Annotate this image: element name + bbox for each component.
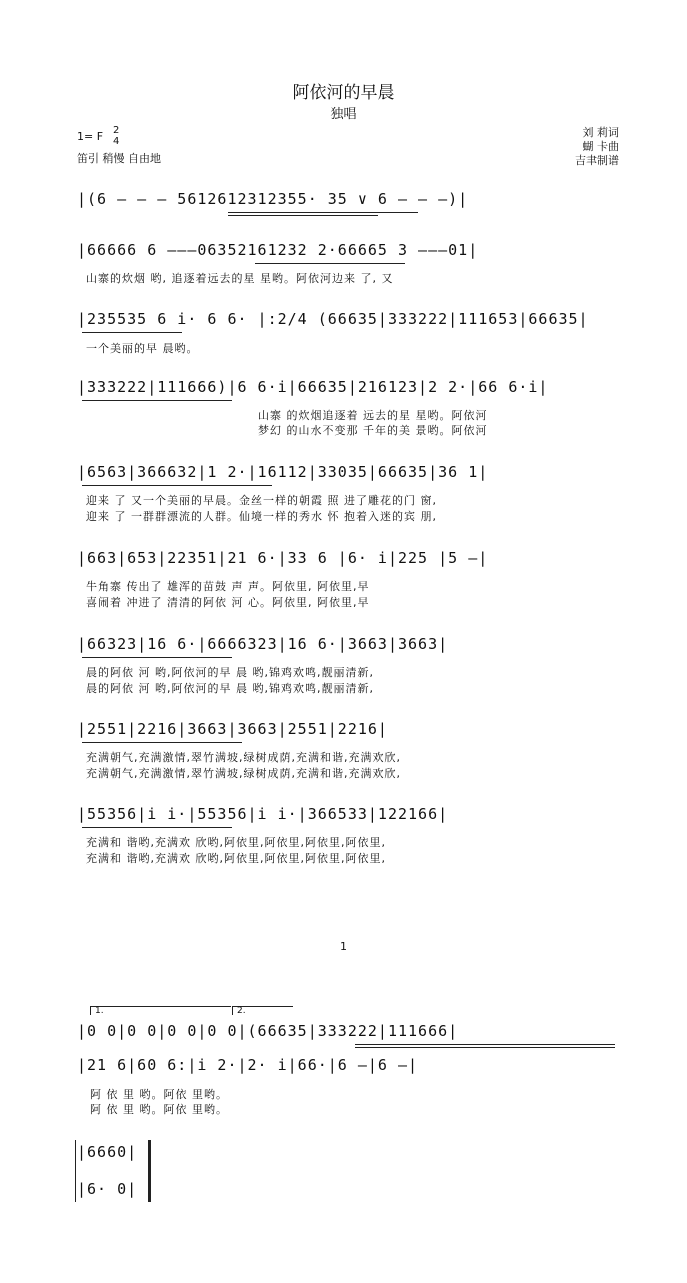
stave-7-lyrics-verse1: 晨的阿依 河 哟,阿依河的早 晨 哟,锦鸡欢鸣,靓丽清新, xyxy=(86,666,374,679)
song-subtitle: 独唱 xyxy=(330,107,357,122)
stave-6-notes: |663|653|22351|21 6·|33 6 |6· i|225 |5 —| xyxy=(77,549,489,567)
beam-line xyxy=(82,657,232,658)
beam-line xyxy=(228,215,378,216)
volta-1-label: 1. xyxy=(95,1006,104,1016)
stave-8-lyrics-verse1: 充满朝气,充满激情,翠竹满坡,绿树成荫,充满和谐,充满欢欣, xyxy=(86,751,401,764)
page2-lyrics-verse2: 阿 依 里 哟。阿依 里哟。 xyxy=(90,1103,228,1116)
stave-6-lyrics-verse1: 牛角寨 传出了 雄浑的苗鼓 声 声。阿依里, 阿依里,早 xyxy=(86,580,370,593)
stave-1-notes: |(6 — — — 5612612312355· 35 ∨ 6 — — —)| xyxy=(77,190,469,208)
volta-1-bracket xyxy=(90,1006,231,1015)
stave-3-notes: |235535 6 i· 6 6· |:2/4 (66635|333222|111653|66635| xyxy=(77,310,589,328)
tempo-marking: 笛引 稍慢 自由地 xyxy=(77,152,161,165)
stave-9-lyrics-verse1: 充满和 谐哟,充满欢 欣哟,阿依里,阿依里,阿依里,阿依里, xyxy=(86,836,386,849)
beam-line xyxy=(82,742,242,743)
stave-9-notes: |55356|i i·|55356|i i·|366533|122166| xyxy=(77,805,449,823)
arranger-credit: 吉聿制谱 xyxy=(575,154,619,167)
stave-9-lyrics-verse2: 充满和 谐哟,充满欢 欣哟,阿依里,阿依里,阿依里,阿依里, xyxy=(86,852,386,865)
final-barline xyxy=(148,1140,151,1202)
system-bracket xyxy=(75,1140,76,1202)
stave-5-lyrics-verse2: 迎来 了 一群群漂流的人群。仙境一样的秀水 怀 抱着入迷的宾 朋, xyxy=(86,510,437,523)
beam-line xyxy=(355,1047,615,1048)
page-number: 1 xyxy=(340,940,347,953)
beam-line xyxy=(82,332,182,333)
time-signature-bottom: 4 xyxy=(113,136,120,147)
stave-8-lyrics-verse2: 充满朝气,充满激情,翠竹满坡,绿树成荫,充满和谐,充满欢欣, xyxy=(86,767,401,780)
composer-credit: 蝴 卡曲 xyxy=(582,140,619,153)
beam-line xyxy=(82,827,232,828)
page2-upper-notes: |0 0|0 0|0 0|0 0|(66635|333222|111666| xyxy=(77,1022,459,1040)
ending-upper-notes: |6660| xyxy=(77,1143,138,1161)
stave-5-lyrics-verse1: 迎来 了 又一个美丽的早晨。金丝一样的朝霞 照 进了雕花的门 窗, xyxy=(86,494,437,507)
stave-2-lyrics: 山寨的炊烟 哟, 追逐着远去的星 星哟。阿依河边来 了, 又 xyxy=(86,272,394,285)
stave-4-lyrics-verse1: 山寨 的炊烟追逐着 远去的星 星哟。阿依河 xyxy=(258,409,488,422)
stave-4-lyrics-verse2: 梦幻 的山水不变那 千年的美 景哟。阿依河 xyxy=(258,424,488,437)
stave-7-lyrics-verse2: 晨的阿依 河 哟,阿依河的早 晨 哟,锦鸡欢鸣,靓丽清新, xyxy=(86,682,374,695)
key-signature: 1= F xyxy=(77,130,104,143)
stave-4-notes: |333222|111666)|6 6·i|66635|216123|2 2·|66 6·i| xyxy=(77,378,549,396)
song-title: 阿依河的早晨 xyxy=(292,83,395,103)
page2-lower-notes: |21 6|60 6:|i 2·|2· i|66·|6 —|6 —| xyxy=(77,1056,419,1074)
stave-6-lyrics-verse2: 喜闹着 冲进了 清清的阿依 河 心。阿依里, 阿依里,早 xyxy=(86,596,370,609)
beam-line xyxy=(82,485,272,486)
beam-line xyxy=(228,212,418,213)
stave-2-notes: |66666 6 ———06352161232 2·66665 3 ———01| xyxy=(77,241,479,259)
volta-2-bracket xyxy=(232,1006,293,1015)
volta-2-label: 2. xyxy=(237,1006,246,1016)
beam-line xyxy=(255,263,405,264)
stave-3-lyrics: 一个美丽的早 晨哟。 xyxy=(86,342,199,355)
stave-7-notes: |66323|16 6·|6666323|16 6·|3663|3663| xyxy=(77,635,449,653)
page2-lyrics-verse1: 阿 依 里 哟。阿依 里哟。 xyxy=(90,1088,228,1101)
stave-8-notes: |2551|2216|3663|3663|2551|2216| xyxy=(77,720,388,738)
ending-lower-notes: |6· 0| xyxy=(77,1180,138,1198)
lyricist-credit: 刘 莉词 xyxy=(582,126,619,139)
time-signature-top: 2 xyxy=(113,125,120,136)
beam-line xyxy=(355,1044,615,1045)
beam-line xyxy=(82,400,232,401)
stave-5-notes: |6563|366632|1 2·|16112|33035|66635|36 1| xyxy=(77,463,489,481)
